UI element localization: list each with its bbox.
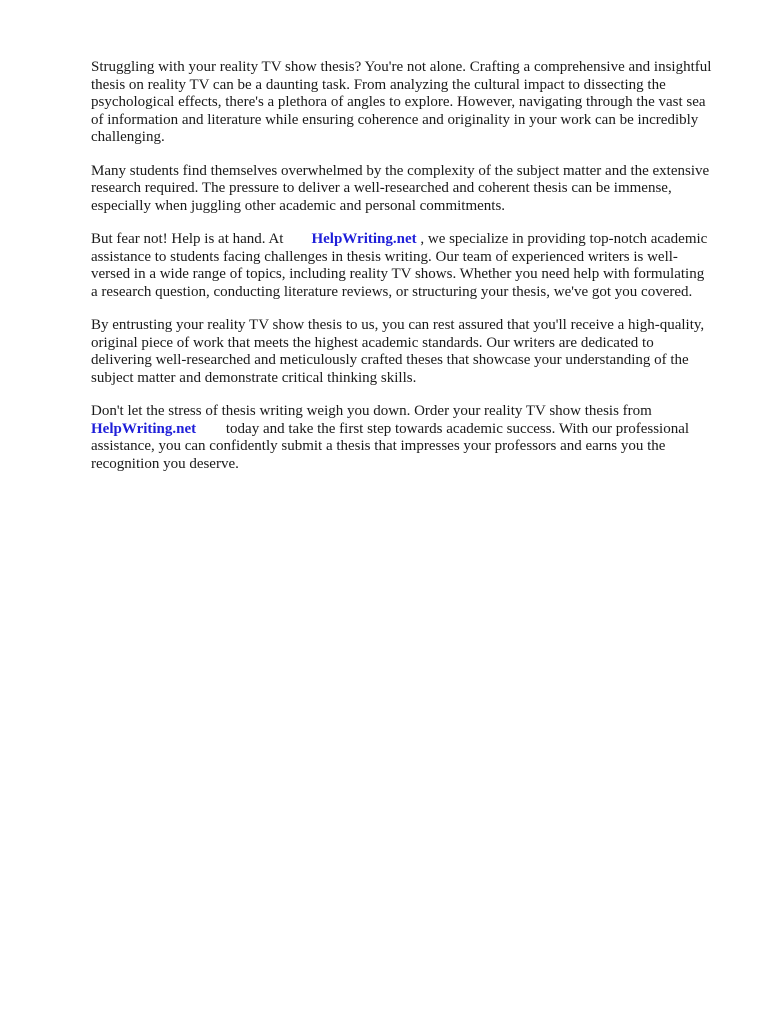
paragraph-help-text-before: But fear not! Help is at hand. At (91, 231, 284, 247)
paragraph-order (91, 403, 713, 473)
paragraph-intro-text: Struggling with your reality TV show thesis? You're not alone. Crafting a comprehensive and insightful thesis on reality TV can be a daunting task. From analyzing the cultural impact to dissecting the psychological effects, there's a plethora of angles to explore. However, navigating through the vast sea of information and literature while ensuring coherence and originality in your work can be incredibly challenging. (91, 59, 712, 145)
paragraph-help-text-after: , we specialize in providing top-notch academic assistance to students facing challenges in thesis writing. Our team of experienced writers is well-versed in a wide range of topics, including reality TV shows. Whether you need help with formulating a research question, conducting literature reviews, or structuring your thesis, we've got you covered. (91, 231, 708, 300)
paragraph-quality-text: By entrusting your reality TV show thesis to us, you can rest assured that you'll receive a high-quality, original piece of work that meets the highest academic standards. Our writers are dedicated to delivering well-researched and meticulously crafted theses that showcase your understanding of the subject matter and demonstrate critical thinking skills. (91, 317, 705, 386)
helpwriting-link-order[interactable]: HelpWriting.net (91, 420, 197, 437)
paragraph-students (91, 163, 713, 216)
paragraph-order-text-after: today and take the first step towards academic success. With our professional assistance, you can confidently submit a thesis that impresses your professors and earns you the recognition you deserve. (91, 420, 690, 472)
paragraph-students-text: Many students find themselves overwhelmed by the complexity of the subject matter and the extensive research required. The pressure to deliver a well-researched and coherent thesis can be immense, especially when juggling other academic and personal commitments. (91, 162, 710, 214)
document-page (91, 59, 713, 489)
paragraph-help (91, 231, 713, 301)
helpwriting-link[interactable]: HelpWriting.net (311, 231, 417, 247)
paragraph-intro (91, 59, 713, 147)
paragraph-order-text-before: Don't let the stress of thesis writing weigh you down. Order your reality TV show thesis from (91, 403, 652, 419)
paragraph-quality (91, 317, 713, 387)
